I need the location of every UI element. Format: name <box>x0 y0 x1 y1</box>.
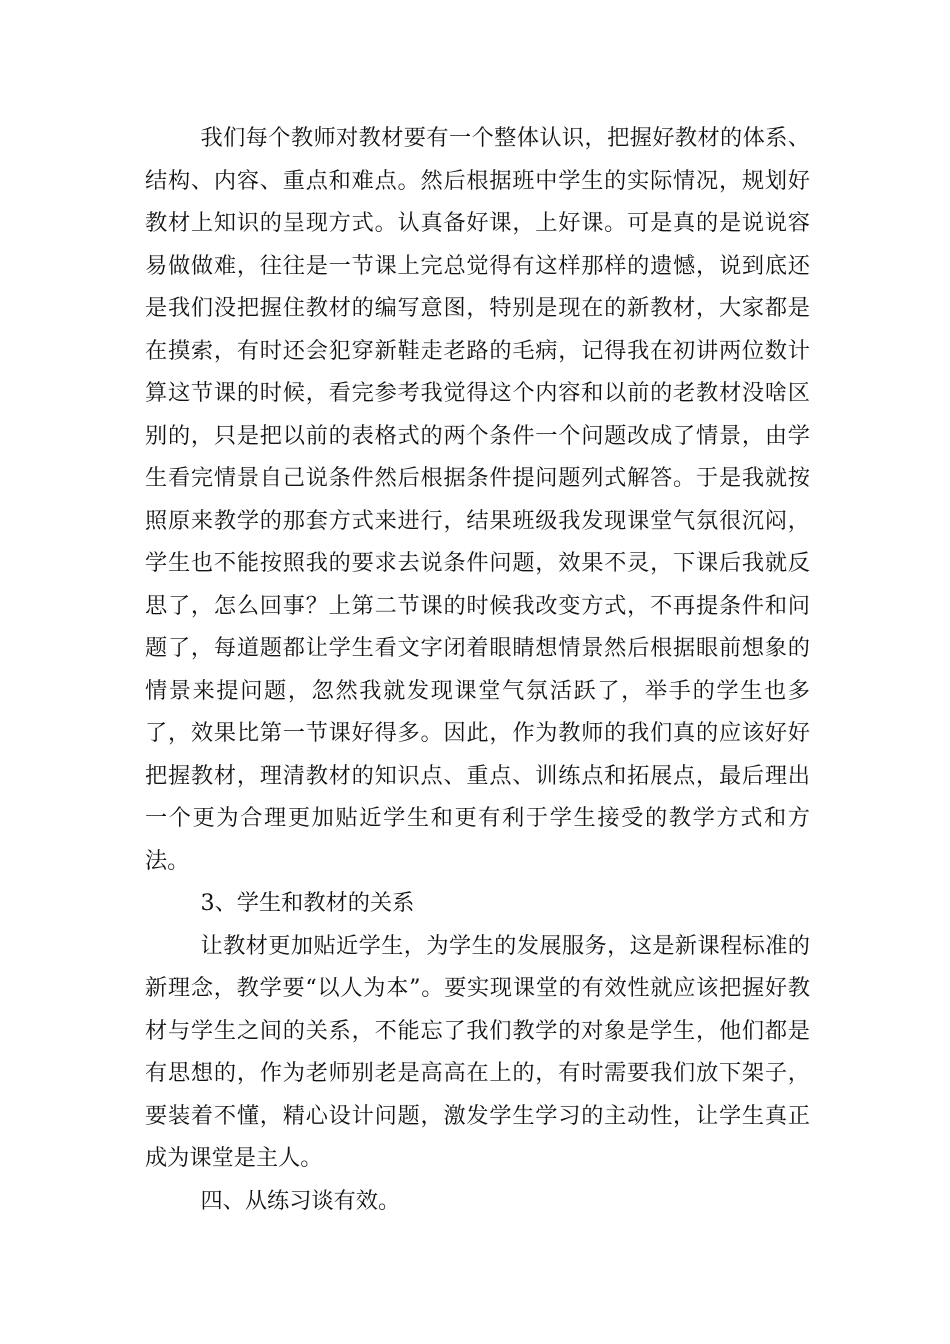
paragraph-teaching-materials: 我们每个教师对教材要有一个整体认识，把握好教材的体系、结构、内容、重点和难点。然后根据班中学生的实际情况，规划好教材上知识的呈现方式。认真备好课，上好课。可是真的是说说容易做做难，往往是一节课上完总觉得有这样那样的遗憾，说到底还是我们没把握住教材的编写意图，特别是现在的新教材，大家都是在摸索，有时还会犯穿新鞋走老路的毛病，记得我在初讲两位数计算这节课的时候，看完参考我觉得这个内容和以前的老教材没啥区别的，只是把以前的表格式的两个条件一个问题改成了情景，由学生看完情景自己说条件然后根据条件提问题列式解答。于是我就按照原来教学的那套方式来进行，结果班级我发现课堂气氛很沉闷，学生也不能按照我的要求去说条件问题，效果不灵，下课后我就反思了，怎么回事？上第二节课的时候我改变方式，不再提条件和问题了，每道题都让学生看文字闭着眼睛想情景然后根据眼前想象的情景来提问题，忽然我就发现课堂气氛活跃了，举手的学生也多了，效果比第一节课好得多。因此，作为教师的我们真的应该好好把握教材，理清教材的知识点、重点、训练点和拓展点，最后理出一个更为合理更加贴近学生和更有利于学生接受的教学方式和方法。 <box>145 125 810 874</box>
document-body <box>145 117 810 1222</box>
section-heading-students-and-materials: 3、学生和教材的关系 <box>200 890 415 916</box>
paragraph-students-and-materials: 让教材更加贴近学生，为学生的发展服务，这是新课程标准的新理念，教学要“以人为本”。要实现课堂的有效性就应该把握好教材与学生之间的关系，不能忘了我们教学的对象是学生，他们都是有思想的，作为老师别老是高高在上的，有时需要我们放下架子，要装着不懂，精心设计问题，激发学生学习的主动性，让学生真正成为课堂是主人。 <box>145 932 810 1171</box>
section-heading-practice: 四、从练习谈有效。 <box>200 1187 401 1214</box>
